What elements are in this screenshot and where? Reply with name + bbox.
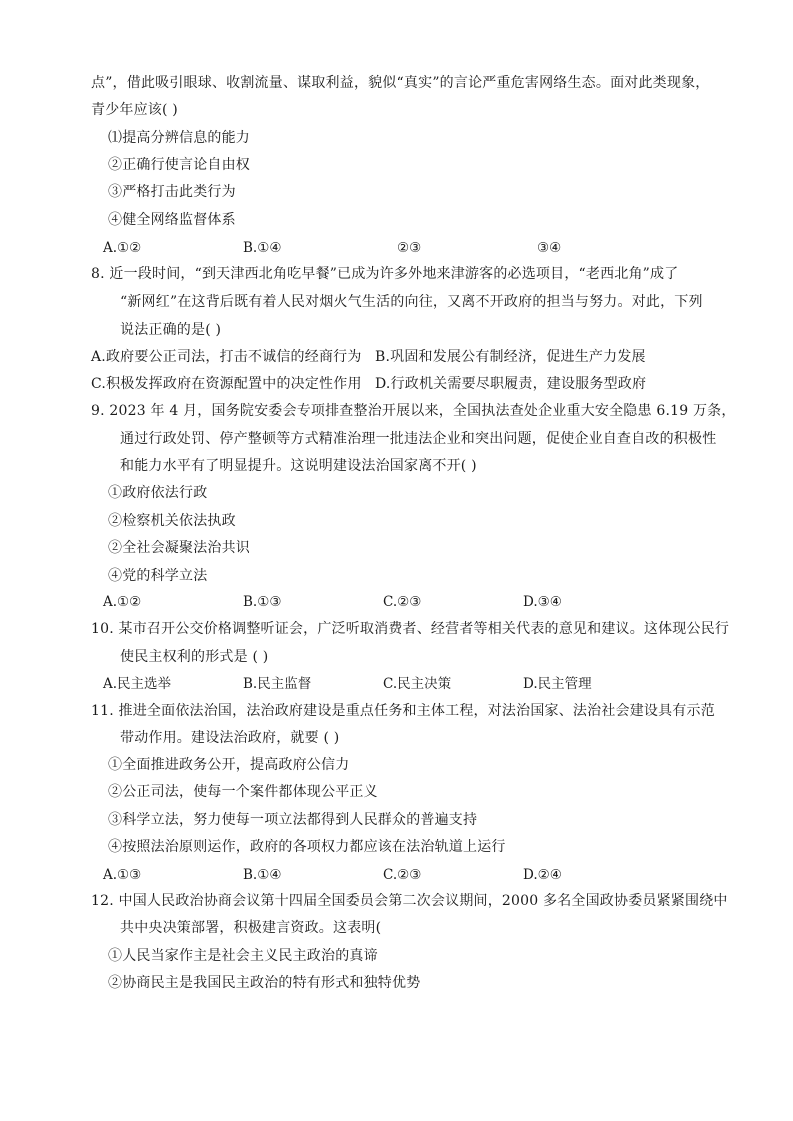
q7-item-1: ⑴提高分辨信息的能力 [108,130,250,146]
q8-option-d: D.行政机关需要尽职履责，建设服务型政府 [375,376,647,392]
q7-stem-line-2: 青少年应该( ) [91,102,178,118]
q9-stem-line-2: 通过行政处罚、停产整顿等方式精准治理一批违法企业和突出问题，促使企业自查自改的积极性 [120,431,717,447]
q9-stem-line-3: 和能力水平有了明显提升。这说明建设法治国家离不开( ) [120,458,477,474]
q7-option-a: A.①② [103,240,142,256]
q7-option-b: B.①④ [243,240,282,256]
q9-option-c: C.②③ [383,594,422,610]
q12-stem-line-1: 12. 中国人民政治协商会议第十四届全国委员会第二次会议期间，2000 多名全国政协委员紧紧围绕中 [91,893,728,909]
q9-item-3: ②全社会凝聚法治共识 [108,540,250,556]
q9-item-2: ②检察机关依法执政 [108,513,236,529]
q7-item-4: ④健全网络监督体系 [108,212,236,228]
q10-stem-line-2: 使民主权利的形式是 ( ) [120,649,269,665]
q9-stem-line-1: 9. 2023 年 4 月，国务院安委会专项排查整治开展以来，全国执法查处企业重大安全隐患 6.19 万条， [91,403,736,419]
q11-item-4: ④按照法治原则运作，政府的各项权力都应该在法治轨道上运行 [108,839,506,855]
q9-option-a: A.①② [103,594,142,610]
q11-option-c: C.②③ [383,867,422,883]
q12-item-2: ②协商民主是我国民主政治的特有形式和独特优势 [108,975,421,991]
q12-item-1: ①人民当家作主是社会主义民主政治的真谛 [108,948,378,964]
q9-item-4: ④党的科学立法 [108,568,208,584]
q11-item-2: ②公正司法，使每一个案件都体现公平正义 [108,784,378,800]
q11-stem-line-2: 带动作用。建设法治政府，就要 ( ) [120,730,340,746]
q8-stem-line-1: 8. 近一段时间，“到天津西北角吃早餐”已成为许多外地来津游客的必选项目，“老西北角”成了 [91,266,679,282]
q7-item-2: ②正确行使言论自由权 [108,157,250,173]
q11-option-d: D.②④ [523,867,562,883]
q8-stem-line-3: 说法正确的是( ) [120,322,222,338]
q10-stem-line-1: 10. 某市召开公交价格调整听证会，广泛听取消费者、经营者等相关代表的意见和建议。这体现公民行 [91,621,730,637]
q10-option-a: A.民主选举 [103,676,172,692]
q10-option-c: C.民主决策 [383,676,452,692]
q9-option-b: B.①③ [243,594,282,610]
q10-option-d: D.民主管理 [523,676,592,692]
q9-item-1: ①政府依法行政 [108,485,208,501]
q7-option-c: ②③ [397,240,422,256]
q11-option-b: B.①④ [243,867,282,883]
q8-option-a: A.政府要公正司法，打击不诚信的经商行为 [91,349,362,365]
q11-item-3: ③科学立法，努力使每一项立法都得到人民群众的普遍支持 [108,812,478,828]
q12-stem-line-2: 共中央决策部署，积极建言资政。这表明( [120,920,382,936]
q8-option-b: B.巩固和发展公有制经济，促进生产力发展 [375,349,646,365]
q11-item-1: ①全面推进政务公开，提高政府公信力 [108,757,350,773]
q8-stem-line-2: “新网红”在这背后既有着人民对烟火气生活的向往，又离不开政府的担当与努力。对此，下列 [120,294,703,310]
q11-option-a: A.①③ [103,867,142,883]
q8-option-c: C.积极发挥政府在资源配置中的决定性作用 [91,376,362,392]
q11-stem-line-1: 11. 推进全面依法治国，法治政府建设是重点任务和主体工程，对法治国家、法治社会建设具有示范 [91,703,715,719]
q9-option-d: D.③④ [523,594,562,610]
q10-option-b: B.民主监督 [243,676,312,692]
q7-item-3: ③严格打击此类行为 [108,184,236,200]
q7-option-d: ③④ [537,240,562,256]
q7-stem-line-1: 点”，借此吸引眼球、收割流量、谋取利益，貌似“真实”的言论严重危害网络生态。面对此类现象， [91,75,710,91]
